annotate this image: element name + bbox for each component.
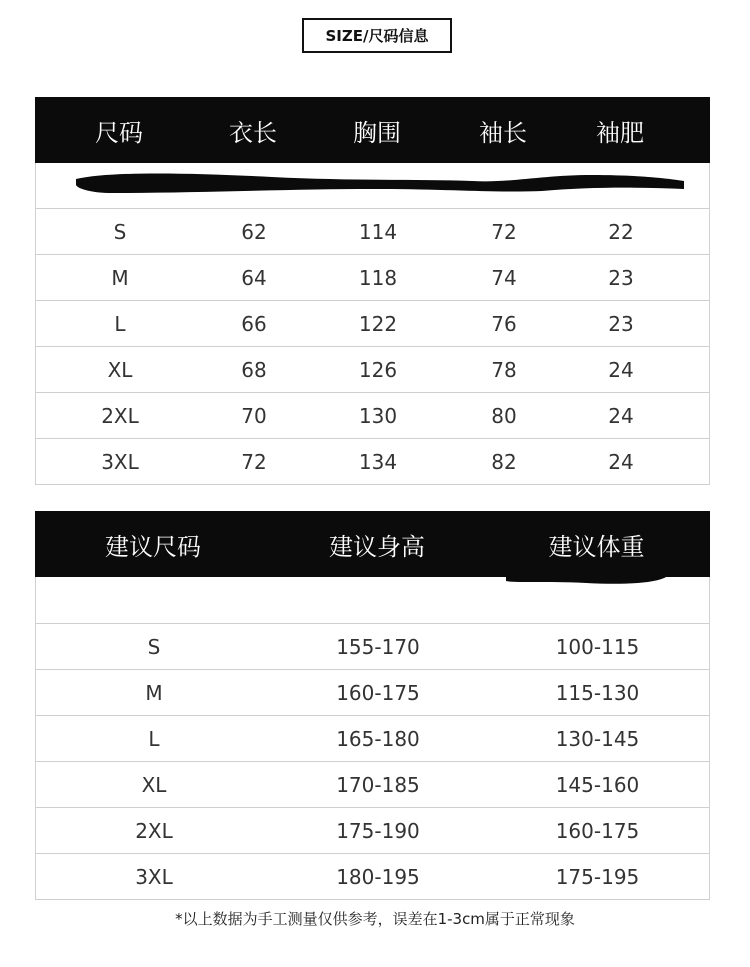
- cell-size: M: [111, 265, 129, 290]
- measurement-note: *以上数据为手工测量仅供参考，误差在1-3cm属于正常现象: [175, 910, 575, 928]
- cell-recommend-height: 170-185: [336, 772, 420, 797]
- cell-recommend-height: 175-190: [336, 818, 420, 843]
- cell-recommend-weight: 145-160: [555, 772, 640, 797]
- header-recommend-height: 建议身高: [329, 532, 425, 561]
- size-table-header: [35, 97, 710, 163]
- header-sleeve-width: 袖肥: [596, 118, 644, 147]
- cell-sleeve-length: 76: [491, 311, 517, 336]
- header-size: 尺码: [95, 118, 143, 147]
- table-row: [36, 393, 709, 439]
- cell-sleeve-length: 78: [491, 357, 517, 382]
- recommend-table-header: [35, 511, 710, 577]
- header-sleeve-length: 袖长: [479, 118, 527, 147]
- cell-sleeve-width: 24: [608, 449, 634, 474]
- cell-recommend-weight: 160-175: [555, 818, 640, 843]
- cell-recommend-height: 155-170: [336, 634, 420, 659]
- cell-length: 62: [241, 219, 267, 244]
- cell-sleeve-length: 74: [491, 265, 517, 290]
- table-row: [36, 255, 709, 301]
- header-recommend-weight: 建议体重: [548, 532, 645, 561]
- cell-recommend-size: S: [147, 634, 161, 659]
- redacted-row: [36, 577, 709, 624]
- size-table: [35, 97, 710, 485]
- cell-sleeve-length: 82: [491, 449, 517, 474]
- table-row: [36, 301, 709, 347]
- cell-recommend-weight: 175-195: [555, 864, 640, 889]
- cell-chest: 130: [358, 403, 398, 428]
- cell-sleeve-width: 23: [608, 265, 634, 290]
- table-row: [36, 209, 709, 255]
- cell-sleeve-width: 22: [608, 219, 634, 244]
- cell-size: S: [113, 219, 127, 244]
- cell-length: 72: [241, 449, 267, 474]
- cell-length: 68: [241, 357, 267, 382]
- cell-chest: 114: [358, 219, 398, 244]
- cell-recommend-size: 2XL: [135, 818, 173, 843]
- cell-sleeve-width: 24: [608, 357, 634, 382]
- cell-size: 3XL: [101, 449, 139, 474]
- cell-recommend-weight: 100-115: [555, 634, 640, 659]
- cell-length: 70: [241, 403, 267, 428]
- cell-size: L: [114, 311, 126, 336]
- page-title: SIZE/尺码信息: [302, 18, 452, 53]
- cell-recommend-height: 180-195: [336, 864, 420, 889]
- cell-sleeve-width: 24: [608, 403, 634, 428]
- cell-chest: 122: [358, 311, 398, 336]
- redaction-mark: [72, 169, 688, 195]
- cell-recommend-size: 3XL: [135, 864, 173, 889]
- cell-chest: 118: [358, 265, 398, 290]
- header-length: 衣长: [229, 118, 277, 147]
- table-row: [36, 624, 709, 670]
- redacted-row: [36, 163, 709, 209]
- header-chest: 胸围: [353, 118, 401, 147]
- cell-recommend-weight: 115-130: [555, 680, 640, 705]
- cell-length: 64: [241, 265, 267, 290]
- cell-recommend-height: 165-180: [336, 726, 420, 751]
- table-row: [36, 854, 709, 900]
- recommend-table: [35, 511, 710, 900]
- cell-sleeve-length: 80: [491, 403, 517, 428]
- cell-size: XL: [107, 357, 133, 382]
- cell-recommend-size: XL: [141, 772, 167, 797]
- table-row: [36, 762, 709, 808]
- cell-recommend-weight: 130-145: [555, 726, 640, 751]
- cell-size: 2XL: [101, 403, 139, 428]
- table-row: [36, 808, 709, 854]
- cell-sleeve-width: 23: [608, 311, 634, 336]
- cell-chest: 126: [358, 357, 398, 382]
- redaction-mark: [506, 577, 666, 587]
- cell-recommend-size: M: [145, 680, 163, 705]
- table-row: [36, 670, 709, 716]
- cell-recommend-height: 160-175: [336, 680, 420, 705]
- cell-recommend-size: L: [148, 726, 160, 751]
- cell-chest: 134: [358, 449, 398, 474]
- table-row: [36, 439, 709, 485]
- cell-sleeve-length: 72: [491, 219, 517, 244]
- table-row: [36, 716, 709, 762]
- cell-length: 66: [241, 311, 267, 336]
- header-recommend-size: 建议尺码: [105, 532, 201, 561]
- table-row: [36, 347, 709, 393]
